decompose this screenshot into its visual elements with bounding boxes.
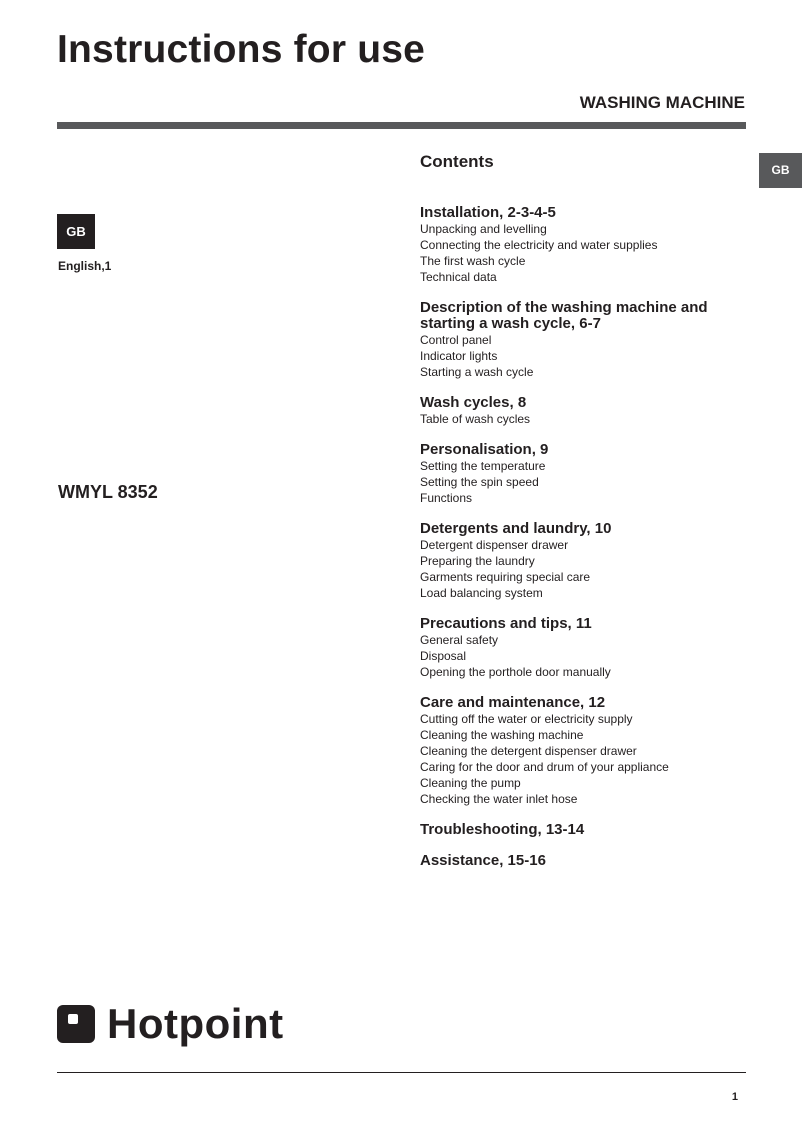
toc-section-title: Wash cycles, 8: [420, 394, 527, 411]
brand-name: Hotpoint: [107, 1000, 284, 1047]
toc-item: Load balancing system: [420, 586, 543, 600]
toc-section-title: Personalisation, 9: [420, 441, 549, 458]
toc-item: Cutting off the water or electricity supply: [420, 712, 633, 726]
toc-section: [420, 205, 750, 285]
toc-item: The first wash cycle: [420, 254, 526, 268]
page-number: 1: [731, 1091, 738, 1103]
toc-item: Starting a wash cycle: [420, 365, 534, 379]
toc-item: Indicator lights: [420, 349, 498, 363]
language-side-tab: GB: [759, 153, 802, 188]
toc-item: Cleaning the pump: [420, 776, 521, 790]
document-subtitle: WASHING MACHINE: [579, 93, 745, 112]
toc-section: [420, 395, 750, 427]
language-label: English,1: [58, 259, 112, 273]
toc-section-title: Description of the washing machine and starting a wash cycle, 6-7: [420, 299, 708, 332]
toc-section-title: Detergents and laundry, 10: [420, 520, 612, 537]
toc-item: Opening the porthole door manually: [420, 665, 611, 679]
toc-section: [420, 695, 750, 807]
contents-heading: Contents: [420, 152, 494, 171]
document-title: Instructions for use: [57, 28, 426, 71]
toc-item: Garments requiring special care: [420, 570, 591, 584]
toc-item: Cleaning the detergent dispenser drawer: [420, 744, 637, 758]
toc-item: Caring for the door and drum of your appliance: [420, 760, 669, 774]
model-number: WMYL 8352: [58, 482, 158, 502]
toc-section-title: Care and maintenance, 12: [420, 694, 606, 711]
toc-item: Preparing the laundry: [420, 554, 535, 568]
toc-item: Connecting the electricity and water supplies: [420, 238, 658, 252]
toc-section: [420, 300, 750, 380]
language-badge: GB: [57, 214, 95, 249]
toc-item: Table of wash cycles: [420, 412, 531, 426]
toc-section-title: Precautions and tips, 11: [420, 615, 592, 632]
brand-logo: [57, 1000, 284, 1048]
toc-item: Setting the temperature: [420, 459, 546, 473]
toc-item: Checking the water inlet hose: [420, 792, 578, 806]
table-of-contents: [420, 152, 750, 884]
toc-section-title: Installation, 2-3-4-5: [420, 204, 556, 221]
toc-item: General safety: [420, 633, 499, 647]
toc-section: [420, 822, 750, 838]
toc-section-title: Troubleshooting, 13-14: [420, 821, 585, 838]
toc-item: Unpacking and levelling: [420, 222, 547, 236]
toc-section-title: Assistance, 15-16: [420, 852, 546, 869]
toc-section: [420, 853, 750, 869]
toc-item: Control panel: [420, 333, 492, 347]
toc-item: Technical data: [420, 270, 497, 284]
toc-item: Cleaning the washing machine: [420, 728, 584, 742]
toc-item: Disposal: [420, 649, 467, 663]
toc-section: [420, 616, 750, 680]
hotpoint-logo-icon: [57, 1005, 95, 1043]
toc-section: [420, 521, 750, 601]
toc-section: [420, 442, 750, 506]
toc-item: Functions: [420, 491, 473, 505]
toc-item: Detergent dispenser drawer: [420, 538, 569, 552]
toc-item: Setting the spin speed: [420, 475, 539, 489]
footer-rule: [57, 1072, 746, 1073]
header-rule: [57, 122, 746, 129]
